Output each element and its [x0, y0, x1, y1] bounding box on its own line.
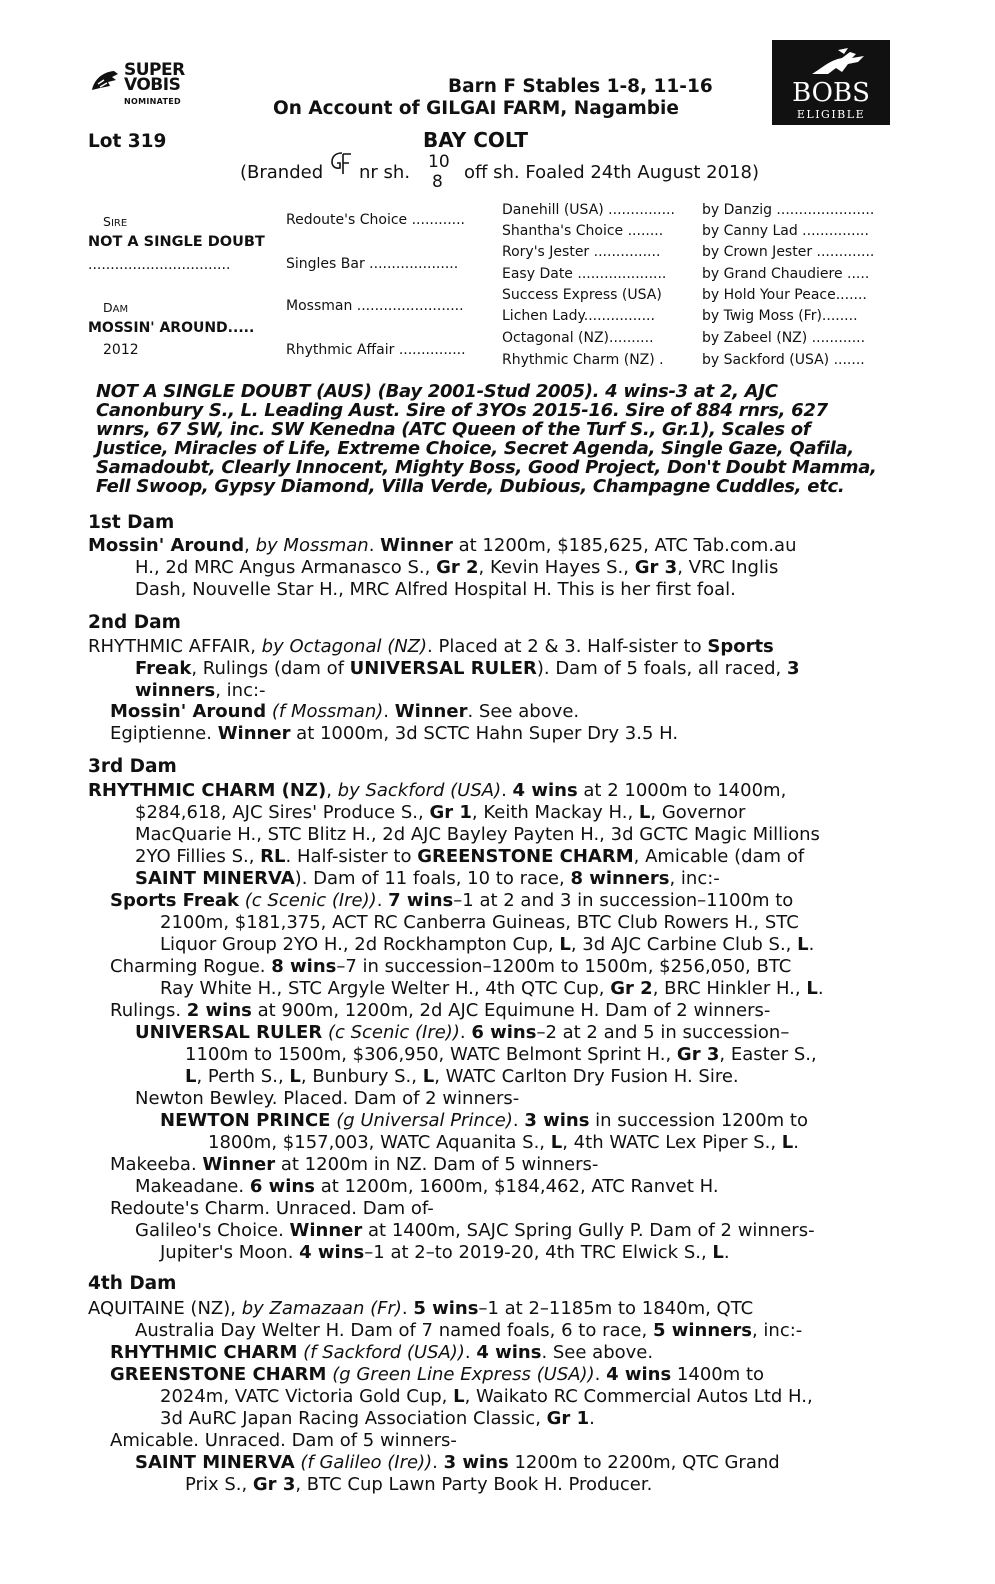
bold-text: Winner [217, 723, 291, 744]
bold-text: L [638, 802, 651, 823]
text-segment: 1400m to [671, 1364, 765, 1385]
text-segment: Redoute's Charm. Unraced. Dam of- [110, 1198, 434, 1219]
italic-text: (g Universal Prince) [336, 1110, 513, 1131]
bold-text: SAINT MINERVA [135, 868, 295, 889]
text-segment: Dash, Nouvelle Star H., MRC Alfred Hospital H. This is her first foal. [135, 579, 736, 600]
italic-text: by Zamazaan (Fr) [241, 1298, 402, 1319]
text-line [160, 978, 824, 1000]
dam-name: MOSSIN' AROUND..... [88, 320, 255, 336]
pedigree-gen3: Octagonal (NZ).......... [502, 330, 654, 346]
text-line [135, 579, 736, 601]
text-segment: at 2 1000m to 1400m, [577, 780, 787, 801]
pedigree-gen3: Rory's Jester ............... [502, 244, 661, 260]
bold-text: Mossin' Around [88, 535, 245, 556]
pedigree-gen4: by Sackford (USA) ....... [702, 352, 865, 368]
horse-rider-icon [808, 46, 868, 80]
bold-text: 5 winners [652, 1320, 752, 1341]
bold-text: L [289, 1066, 301, 1087]
text-segment: . [459, 1022, 472, 1043]
bold-text: Gr 2 [436, 557, 479, 578]
text-line [110, 1364, 764, 1386]
section-4th-dam: 4th Dam [88, 1273, 177, 1294]
text-segment: , Governor [650, 802, 746, 823]
bold-text: NEWTON PRINCE [160, 1110, 331, 1131]
italic-text: by Sackford (USA) [337, 780, 502, 801]
text-line [135, 868, 720, 890]
italic-text: (g Green Line Express (USA)) [332, 1364, 595, 1385]
italic-text: (c Scenic (Ire)) [244, 890, 377, 911]
text-segment: Ray White H., STC Argyle Welter H., 4th QTC Cup, [160, 978, 611, 999]
pedigree-gen3: Danehill (USA) ............... [502, 202, 675, 218]
text-segment: RHYTHMIC AFFAIR, [88, 636, 262, 657]
text-segment: . [376, 890, 389, 911]
pedigree-gen3: Rhythmic Charm (NZ) . [502, 352, 664, 368]
text-segment: Rulings. [110, 1000, 187, 1021]
bold-text: Gr 2 [610, 978, 653, 999]
text-segment: , [244, 535, 256, 556]
text-line [135, 824, 820, 846]
bold-text: 6 wins [249, 1176, 315, 1197]
text-segment: , WATC Carlton Dry Fusion H. Sire. [434, 1066, 739, 1087]
text-segment: . [793, 1132, 800, 1153]
bold-text: L [806, 978, 818, 999]
text-segment: H., 2d MRC Angus Armanasco S., [135, 557, 437, 578]
sire-name: NOT A SINGLE DOUBT [88, 234, 265, 250]
bold-text: winners [135, 680, 216, 701]
text-segment: , 3d AJC Carbine Club S., [570, 934, 798, 955]
text-segment: Egiptienne. [110, 723, 218, 744]
text-line [160, 1110, 808, 1132]
text-line [185, 1044, 817, 1066]
bold-text: 8 winners [570, 868, 670, 889]
super-vobis-logo [88, 62, 218, 110]
brand-nr: nr sh. [359, 162, 411, 183]
text-segment: –1 at 2–to 2019-20, 4th TRC Elwick S., [364, 1242, 713, 1263]
text-segment: 2YO Fillies S., [135, 846, 261, 867]
bold-text: Gr 3 [252, 1474, 296, 1495]
text-segment: , BTC Cup Lawn Party Book H. Producer. [295, 1474, 653, 1495]
pedigree-gen4: by Danzig ...................... [702, 202, 875, 218]
super-vobis-nominated: NOMINATED [124, 97, 181, 106]
text-line [185, 1474, 652, 1496]
bold-text: 6 wins [471, 1022, 537, 1043]
pedigree-gen3: Success Express (USA) [502, 287, 662, 303]
bobs-eligible-logo [772, 40, 890, 125]
text-segment: 1800m, $157,003, WATC Aquanita S., [208, 1132, 551, 1153]
text-segment: –1 at 2–1185m to 1840m, QTC [478, 1298, 754, 1319]
bold-text: Gr 1 [546, 1408, 590, 1429]
text-line [135, 846, 804, 868]
text-segment: ). Dam of 11 foals, 10 to race, [294, 868, 571, 889]
italic-text: by Octagonal (NZ) [261, 636, 428, 657]
text-segment: , inc:- [751, 1320, 803, 1341]
bold-text: Winner [380, 535, 453, 556]
text-segment: , Keith Mackay H., [471, 802, 639, 823]
text-line [88, 535, 796, 557]
bold-text: 4 wins [512, 780, 578, 801]
text-line [110, 890, 793, 912]
brand-number-top: 10 [428, 152, 450, 172]
text-segment: Prix S., [185, 1474, 253, 1495]
text-segment: , VRC Inglis [677, 557, 779, 578]
text-segment: , Perth S., [196, 1066, 290, 1087]
text-segment: . [512, 1110, 525, 1131]
text-segment: . Placed at 2 & 3. Half-sister to [427, 636, 708, 657]
text-segment: . [808, 934, 815, 955]
pedigree-gen4: by Zabeel (NZ) ............ [702, 330, 866, 346]
text-segment: at 900m, 1200m, 2d AJC Equimune H. Dam of 2 winners- [251, 1000, 771, 1021]
bold-text: 5 wins [413, 1298, 479, 1319]
text-segment: , Amicable (dam of [633, 846, 805, 867]
text-segment: Charming Rogue. [110, 956, 272, 977]
barn-location: Barn F Stables 1-8, 11-16 [448, 76, 713, 97]
bold-text: UNIVERSAL RULER [349, 658, 537, 679]
text-segment: , Waikato RC Commercial Autos Ltd H., [464, 1386, 813, 1407]
text-segment: , [326, 780, 338, 801]
italic-text: (f Sackford (USA)) [303, 1342, 465, 1363]
text-segment: AQUITAINE (NZ), [88, 1298, 242, 1319]
bold-text: Gr 3 [634, 557, 678, 578]
sire-summary-line: Justice, Miracles of Life, Extreme Choice, Secret Agenda, Single Gaze, Qafila, [96, 438, 854, 459]
dam-label: DAM [103, 300, 129, 315]
text-segment: –7 in succession–1200m to 1500m, $256,050, BTC [336, 956, 792, 977]
text-segment: . [501, 780, 513, 801]
text-line [110, 723, 678, 745]
text-line [135, 1088, 519, 1110]
brand-open: (Branded [240, 162, 324, 183]
text-line [135, 557, 778, 579]
text-segment: at 1200m, $185,625, ATC Tab.com.au [452, 535, 797, 556]
bold-text: Winner [202, 1154, 276, 1175]
lot-title: BAY COLT [423, 128, 529, 152]
text-segment: Makeeba. [110, 1154, 203, 1175]
text-line [110, 956, 791, 978]
bold-text: RL [260, 846, 286, 867]
bobs-name: BOBS [792, 78, 870, 108]
italic-text: (f Mossman) [271, 701, 384, 722]
text-line [88, 780, 786, 802]
italic-text: by Mossman [255, 535, 369, 556]
text-line [135, 802, 745, 824]
text-line [110, 1342, 653, 1364]
text-segment: . [432, 1452, 444, 1473]
text-segment: . [368, 535, 381, 556]
bold-text: Gr 1 [429, 802, 472, 823]
pedigree-gen2: Mossman ........................ [286, 298, 464, 314]
text-line [135, 658, 799, 680]
brand-number-bottom: 8 [432, 172, 443, 192]
text-line [135, 1452, 780, 1474]
bold-text: Mossin' Around [110, 701, 267, 722]
bold-text: Winner [394, 701, 468, 722]
pedigree-gen2: Redoute's Choice ............ [286, 212, 465, 228]
pedigree-gen3: Lichen Lady................ [502, 308, 655, 324]
text-segment: , 4th WATC Lex Piper S., [562, 1132, 782, 1153]
section-3rd-dam: 3rd Dam [88, 756, 177, 777]
text-line [160, 934, 814, 956]
bold-text: 4 wins [476, 1342, 542, 1363]
text-segment: –1 at 2 and 3 in succession–1100m to [453, 890, 794, 911]
horse-head-icon [88, 68, 122, 96]
sire-label: SIRE [103, 214, 128, 229]
text-segment: 2100m, $181,375, ACT RC Canberra Guineas, BTC Club Rowers H., STC [160, 912, 799, 933]
text-line [185, 1066, 739, 1088]
bold-text: L [797, 934, 809, 955]
text-line [160, 1386, 813, 1408]
text-segment: at 1200m, 1600m, $184,462, ATC Ranvet H. [314, 1176, 719, 1197]
text-line [208, 1132, 799, 1154]
text-line [110, 1000, 770, 1022]
text-segment: –2 at 2 and 5 in succession– [536, 1022, 790, 1043]
bold-text: L [185, 1066, 197, 1087]
text-segment: Makeadane. [135, 1176, 250, 1197]
bold-text: 4 wins [299, 1242, 365, 1263]
bold-text: L [550, 1132, 563, 1153]
bold-text: 7 wins [388, 890, 454, 911]
pedigree-gen4: by Hold Your Peace....... [702, 287, 867, 303]
text-segment: , inc:- [215, 680, 266, 701]
text-line [135, 680, 266, 702]
text-segment: . [594, 1364, 607, 1385]
super-vobis-line1: SUPER [124, 60, 185, 80]
text-segment: MacQuarie H., STC Blitz H., 2d AJC Bayley Payten H., 3d GCTC Magic Millions [135, 824, 820, 845]
pedigree-gen3: Shantha's Choice ........ [502, 223, 664, 239]
bold-text: L [453, 1386, 465, 1407]
bold-text: 8 wins [271, 956, 337, 977]
text-segment: Liquor Group 2YO H., 2d Rockhampton Cup, [160, 934, 560, 955]
text-segment: , inc:- [669, 868, 720, 889]
bold-text: RHYTHMIC CHARM [110, 1342, 298, 1363]
text-segment: , BRC Hinkler H., [652, 978, 807, 999]
text-line [135, 1022, 789, 1044]
text-line [110, 701, 579, 723]
text-line [135, 1220, 815, 1242]
text-segment: , Bunbury S., [300, 1066, 423, 1087]
bold-text: L [559, 934, 571, 955]
lot-number: Lot 319 [88, 131, 167, 152]
vendor-account: On Account of GILGAI FARM, Nagambie [273, 98, 679, 119]
text-segment: 1200m to 2200m, QTC Grand [508, 1452, 780, 1473]
sire-summary-line: NOT A SINGLE DOUBT (AUS) (Bay 2001-Stud 2005). 4 wins-3 at 2, AJC [96, 381, 778, 402]
text-segment: Newton Bewley. Placed. Dam of 2 winners- [135, 1088, 520, 1109]
text-segment: , Kevin Hayes S., [478, 557, 635, 578]
bold-text: L [712, 1242, 724, 1263]
text-line [160, 1408, 595, 1430]
text-line [135, 1176, 719, 1198]
text-segment: , Easter S., [719, 1044, 817, 1065]
bobs-eligible: ELIGIBLE [796, 108, 866, 121]
bold-text: 2 wins [186, 1000, 252, 1021]
text-segment: 2024m, VATC Victoria Gold Cup, [160, 1386, 454, 1407]
text-line [160, 912, 799, 934]
bold-text: Sports [707, 636, 774, 657]
pedigree-gen4: by Crown Jester ............. [702, 244, 875, 260]
text-segment: Jupiter's Moon. [160, 1242, 300, 1263]
pedigree-gen4: by Twig Moss (Fr)........ [702, 308, 858, 324]
text-segment: , Rulings (dam of [191, 658, 350, 679]
text-line [88, 1298, 753, 1320]
text-segment: 1100m to 1500m, $306,950, WATC Belmont Sprint H., [185, 1044, 677, 1065]
pedigree-gen4: by Canny Lad ............... [702, 223, 869, 239]
bold-text: 3 wins [443, 1452, 509, 1473]
bold-text: GREENSTONE CHARM [110, 1364, 327, 1385]
text-segment: . [817, 978, 824, 999]
section-1st-dam: 1st Dam [88, 512, 175, 533]
bold-text: Winner [289, 1220, 363, 1241]
brand-mark-icon [328, 150, 354, 180]
text-segment: . [723, 1242, 730, 1263]
text-segment: . Half-sister to [285, 846, 418, 867]
sire-summary-line: Fell Swoop, Gypsy Diamond, Villa Verde, Dubious, Champagne Cuddles, etc. [96, 476, 845, 497]
sire-dots: ................................ [88, 257, 231, 273]
text-line [110, 1430, 457, 1452]
pedigree-gen2: Singles Bar .................... [286, 256, 459, 272]
brand-foaled: off sh. Foaled 24th August 2018) [464, 162, 759, 183]
bold-text: GREENSTONE CHARM [417, 846, 634, 867]
bold-text: Freak [135, 658, 192, 679]
text-segment: . See above. [541, 1342, 654, 1363]
sire-summary-line: Samadoubt, Clearly Innocent, Mighty Boss, Good Project, Don't Doubt Mamma, [96, 457, 877, 478]
text-segment: $284,618, AJC Sires' Produce S., [135, 802, 430, 823]
text-line [88, 636, 774, 658]
bold-text: SAINT MINERVA [135, 1452, 295, 1473]
pedigree-gen4: by Grand Chaudiere ..... [702, 266, 870, 282]
text-segment: . [383, 701, 395, 722]
italic-text: (f Galileo (Ire)) [300, 1452, 433, 1473]
text-segment: 3d AuRC Japan Racing Association Classic, [160, 1408, 547, 1429]
section-2nd-dam: 2nd Dam [88, 612, 181, 633]
italic-text: (c Scenic (Ire)) [327, 1022, 460, 1043]
bold-text: Gr 3 [676, 1044, 720, 1065]
dam-year: 2012 [103, 342, 139, 358]
text-line [110, 1154, 598, 1176]
text-segment: . [589, 1408, 595, 1429]
text-segment: Australia Day Welter H. Dam of 7 named foals, 6 to race, [135, 1320, 653, 1341]
text-segment: ). Dam of 5 foals, all raced, [536, 658, 787, 679]
text-line [160, 1242, 730, 1264]
bold-text: Sports Freak [110, 890, 240, 911]
super-vobis-line2: VOBIS [124, 75, 181, 95]
text-segment: . See above. [467, 701, 580, 722]
text-segment: Amicable. Unraced. Dam of 5 winners- [110, 1430, 457, 1451]
sire-summary-line: Canonbury S., L. Leading Aust. Sire of 3YOs 2015-16. Sire of 884 rnrs, 627 [96, 400, 828, 421]
sire-summary-line: wnrs, 67 SW, inc. SW Kenedna (ATC Queen of the Turf S., Gr.1), Scales of [96, 419, 811, 440]
bold-text: RHYTHMIC CHARM (NZ) [88, 780, 327, 801]
pedigree-gen2: Rhythmic Affair ............... [286, 342, 466, 358]
text-line [110, 1198, 434, 1220]
bold-text: L [781, 1132, 794, 1153]
text-segment: . [401, 1298, 414, 1319]
bold-text: 4 wins [606, 1364, 672, 1385]
pedigree-gen3: Easy Date .................... [502, 266, 667, 282]
bold-text: 3 [786, 658, 800, 679]
bold-text: L [422, 1066, 435, 1087]
text-segment: at 1400m, SAJC Spring Gully P. Dam of 2 winners- [362, 1220, 815, 1241]
text-segment: at 1000m, 3d SCTC Hahn Super Dry 3.5 H. [290, 723, 679, 744]
text-segment: . [464, 1342, 477, 1363]
text-line [135, 1320, 802, 1342]
bold-text: 3 wins [524, 1110, 590, 1131]
bold-text: UNIVERSAL RULER [135, 1022, 323, 1043]
text-segment: at 1200m in NZ. Dam of 5 winners- [275, 1154, 599, 1175]
text-segment: Galileo's Choice. [135, 1220, 290, 1241]
text-segment: in succession 1200m to [589, 1110, 808, 1131]
